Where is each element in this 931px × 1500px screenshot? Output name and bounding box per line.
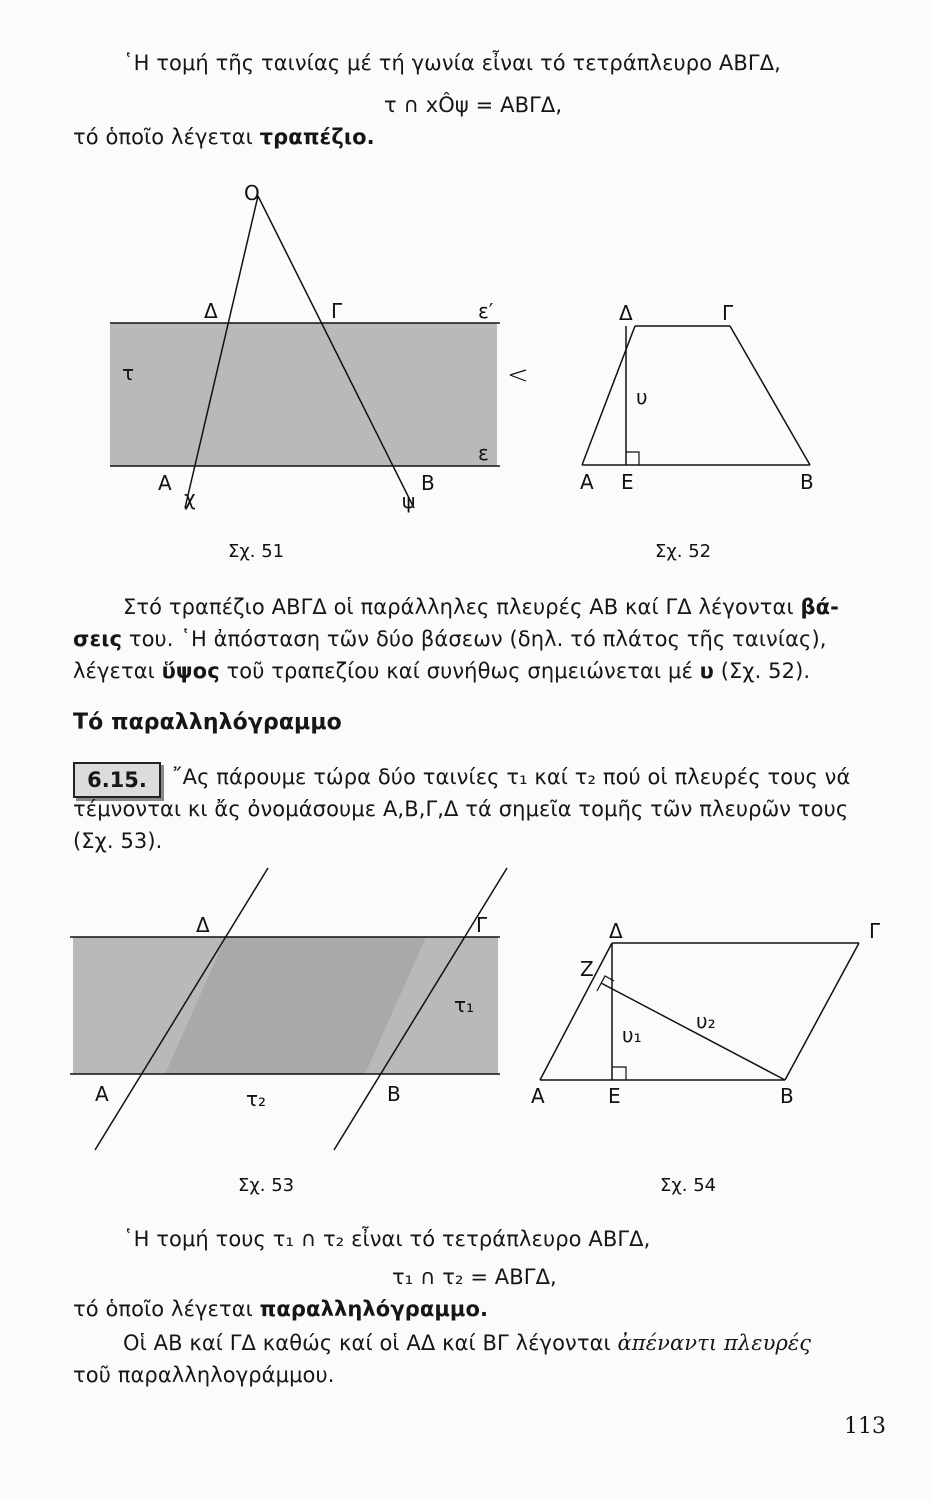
label-delta: Δ <box>196 913 210 937</box>
label-u1: υ₁ <box>622 1023 642 1047</box>
label-delta: Δ <box>619 301 633 325</box>
label-gamma: Γ <box>331 299 343 323</box>
term-opposite-sides: ἀπέναντι πλευρές <box>617 1331 812 1355</box>
label-upsilon: υ <box>636 385 648 409</box>
label-tau: τ <box>122 361 135 385</box>
label-E: Ε <box>608 1084 621 1108</box>
label-A: Α <box>580 470 594 494</box>
section-heading: Τό παραλληλόγραμμο <box>73 710 342 735</box>
definition-text: τό ὁποῖο λέγεται <box>73 1297 260 1321</box>
height-text-post: τοῦ τραπεζίου καί συνήθως σημειώνεται μέ <box>219 659 700 683</box>
bases-text: Στό τραπέζιο ΑΒΓΔ οἱ παράλληλες πλευρές ΑΒ καί ΓΔ λέγονται <box>123 595 801 619</box>
label-B: Β <box>800 470 814 494</box>
label-delta: Δ <box>609 919 623 943</box>
definition-text: τό ὁποῖο λέγεται <box>73 125 260 149</box>
label-O: O <box>244 181 260 205</box>
label-B: Β <box>421 471 435 495</box>
intersection-formula: τ ∩ xÔψ = ΑΒΓΔ, <box>384 93 563 117</box>
label-psi: ψ <box>402 489 416 513</box>
height-text-pre: λέγεται <box>73 659 162 683</box>
points-sentence: τέμνονται κι ἄς ὀνομάσουμε Α,Β,Γ,Δ τά σημεῖα τομῆς τῶν πλευρῶν τους <box>73 797 849 821</box>
caption-fig54: Σχ. 54 <box>660 1175 717 1196</box>
term-trapezoid: τραπέζιο. <box>259 125 375 149</box>
caption-fig52: Σχ. 52 <box>655 541 712 562</box>
intersection-sentence: ῾Η τομή τους τ₁ ∩ τ₂ εἶναι τό τετράπλευρο ΑΒΓΔ, <box>123 1227 651 1251</box>
term-height: ὕψος <box>161 659 220 683</box>
label-delta: Δ <box>204 299 218 323</box>
page-number: 113 <box>844 1414 886 1439</box>
opposite-text: Οἱ ΑΒ καί ΓΔ καθώς καί οἱ ΑΔ καί ΒΓ λέγονται <box>123 1331 618 1355</box>
intro-sentence: ῾Η τομή τῆς ταινίας μέ τή γωνία εἶναι τό τετράπλευρο ΑΒΓΔ, <box>123 51 781 75</box>
term-bases-part2: σεις <box>73 627 123 651</box>
opposite-sides-end: τοῦ παραλληλογράμμου. <box>73 1363 335 1387</box>
strips-sentence: ῎Ας πάρουμε τώρα δύο ταινίες τ₁ καί τ₂ πού οἱ πλευρές τους νά <box>172 765 851 789</box>
opposite-sides-sentence <box>123 1328 811 1358</box>
caption-fig51: Σχ. 51 <box>228 541 285 562</box>
label-A: Α <box>531 1084 545 1108</box>
label-gamma: Γ <box>869 919 881 943</box>
label-tau2: τ₂ <box>246 1087 267 1111</box>
label-A: Α <box>158 471 172 495</box>
label-gamma: Γ <box>722 301 734 325</box>
label-tau1: τ₁ <box>454 993 475 1017</box>
label-epsilon: ε <box>478 441 489 465</box>
figure-reference: (Σχ. 53). <box>73 829 163 853</box>
section-number-badge: 6.15. <box>73 762 161 798</box>
term-bases-part1: βά- <box>800 595 839 619</box>
label-epsilon-prime: ε′ <box>478 299 494 323</box>
label-A: Α <box>95 1082 109 1106</box>
para-side-AD <box>540 943 612 1080</box>
term-parallelogram: παραλληλόγραμμο. <box>259 1297 489 1321</box>
parallelogram-definition <box>73 1294 488 1324</box>
label-u2: υ₂ <box>696 1009 716 1033</box>
label-B: Β <box>387 1082 401 1106</box>
label-E: Ε <box>621 470 634 494</box>
label-gamma: Γ <box>476 913 488 937</box>
parallelogram-formula: τ₁ ∩ τ₂ = ΑΒΓΔ, <box>392 1265 557 1289</box>
caption-fig53: Σχ. 53 <box>238 1175 295 1196</box>
distance-text: του. ῾Η ἀπόσταση τῶν δύο βάσεων (δηλ. τό πλάτος τῆς ταινίας), <box>122 627 827 651</box>
right-angle-icon <box>612 1067 626 1080</box>
label-chi: χ <box>184 486 196 510</box>
para-side-BG <box>785 943 859 1080</box>
height-text-end: (Σχ. 52). <box>713 659 811 683</box>
height-symbol: υ <box>699 659 714 683</box>
label-B: Β <box>780 1084 794 1108</box>
label-zeta: Ζ <box>580 957 594 981</box>
